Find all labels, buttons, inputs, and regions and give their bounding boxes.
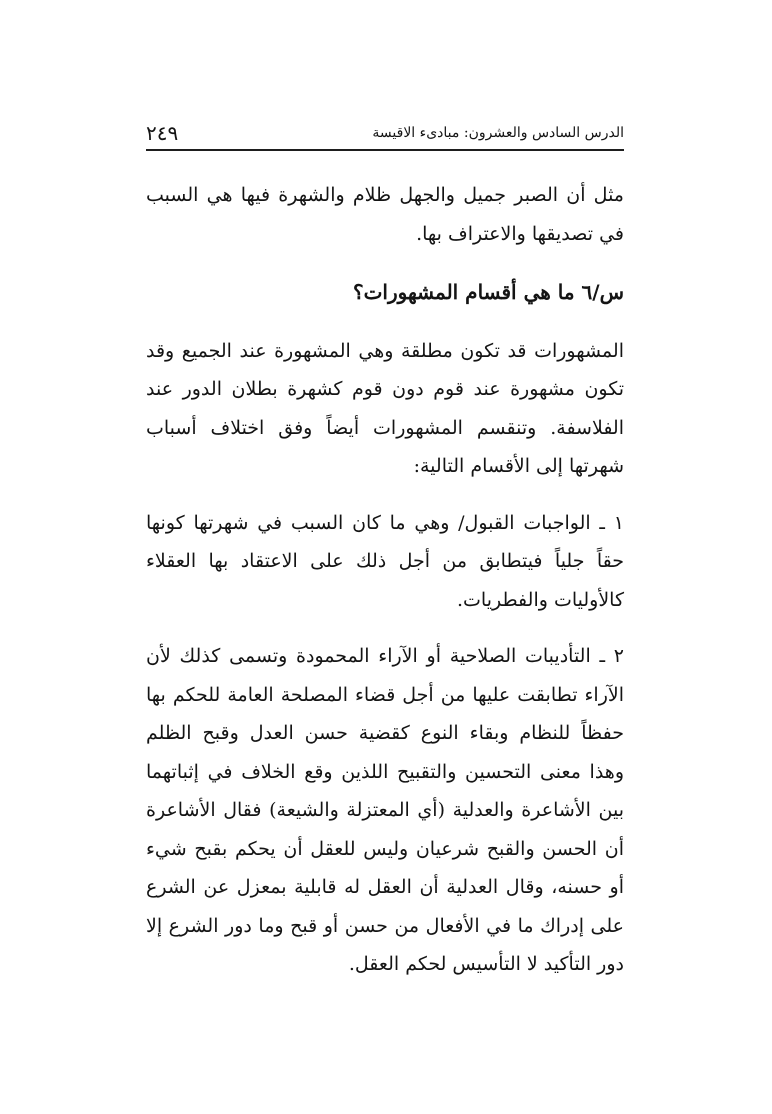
answer-paragraph: المشهورات قد تكون مطلقة وهي المشهورة عند الجميع وقد تكون مشهورة عند قوم دون قوم كشهرة بطلان الدور عند الفلاسفة. وتنقسم المشهورات أيضاً وفق اختلاف أسباب شهرتها إلى الأقسام التالية: xyxy=(146,339,624,477)
list-item-2: ٢ ـ التأديبات الصلاحية أو الآراء المحمودة وتسمى كذلك لأن الآراء تطابقت عليها من أجل قضاء المصلحة العامة للحكم بها حفظاً للنظام وبقاء النوع كقضية حسن العدل وقبح الظلم وهذا معنى التحسين والتقبيح اللذين وقع الخلاف في إثباتهما بين الأشاعرة والعدلية (أي المعتزلة والشيعة) فقال الأشاعرة أن الحسن والقبح شرعيان وليس للعقل أن يحكم بقبح شيء أو حسنه، وقال العدلية أن العقل له قابلية بمعزل عن الشرع على إدراك ما في الأفعال من حسن أو قبح وما دور الشرع إلا دور التأكيد لا التأسيس لحكم العقل. xyxy=(146,645,624,975)
page-header xyxy=(146,118,624,148)
intro-paragraph: مثل أن الصبر جميل والجهل ظلام والشهرة فيها هي السبب في تصديقها والاعتراف بها. xyxy=(146,184,624,245)
question-heading: س/٦ ما هي أقسام المشهورات؟ xyxy=(352,280,624,304)
list-item-1: ١ ـ الواجبات القبول/ وهي ما كان السبب في شهرتها كونها حقاً جلياً فيتطابق من أجل ذلك على الاعتقاد بها العقلاء كالأوليات والفطريات. xyxy=(146,511,624,611)
page-number: ٢٤٩ xyxy=(146,121,179,145)
header-rule xyxy=(146,149,624,151)
running-title: الدرس السادس والعشرون: مبادىء الاقيسة xyxy=(372,125,624,141)
body-text xyxy=(146,176,624,984)
